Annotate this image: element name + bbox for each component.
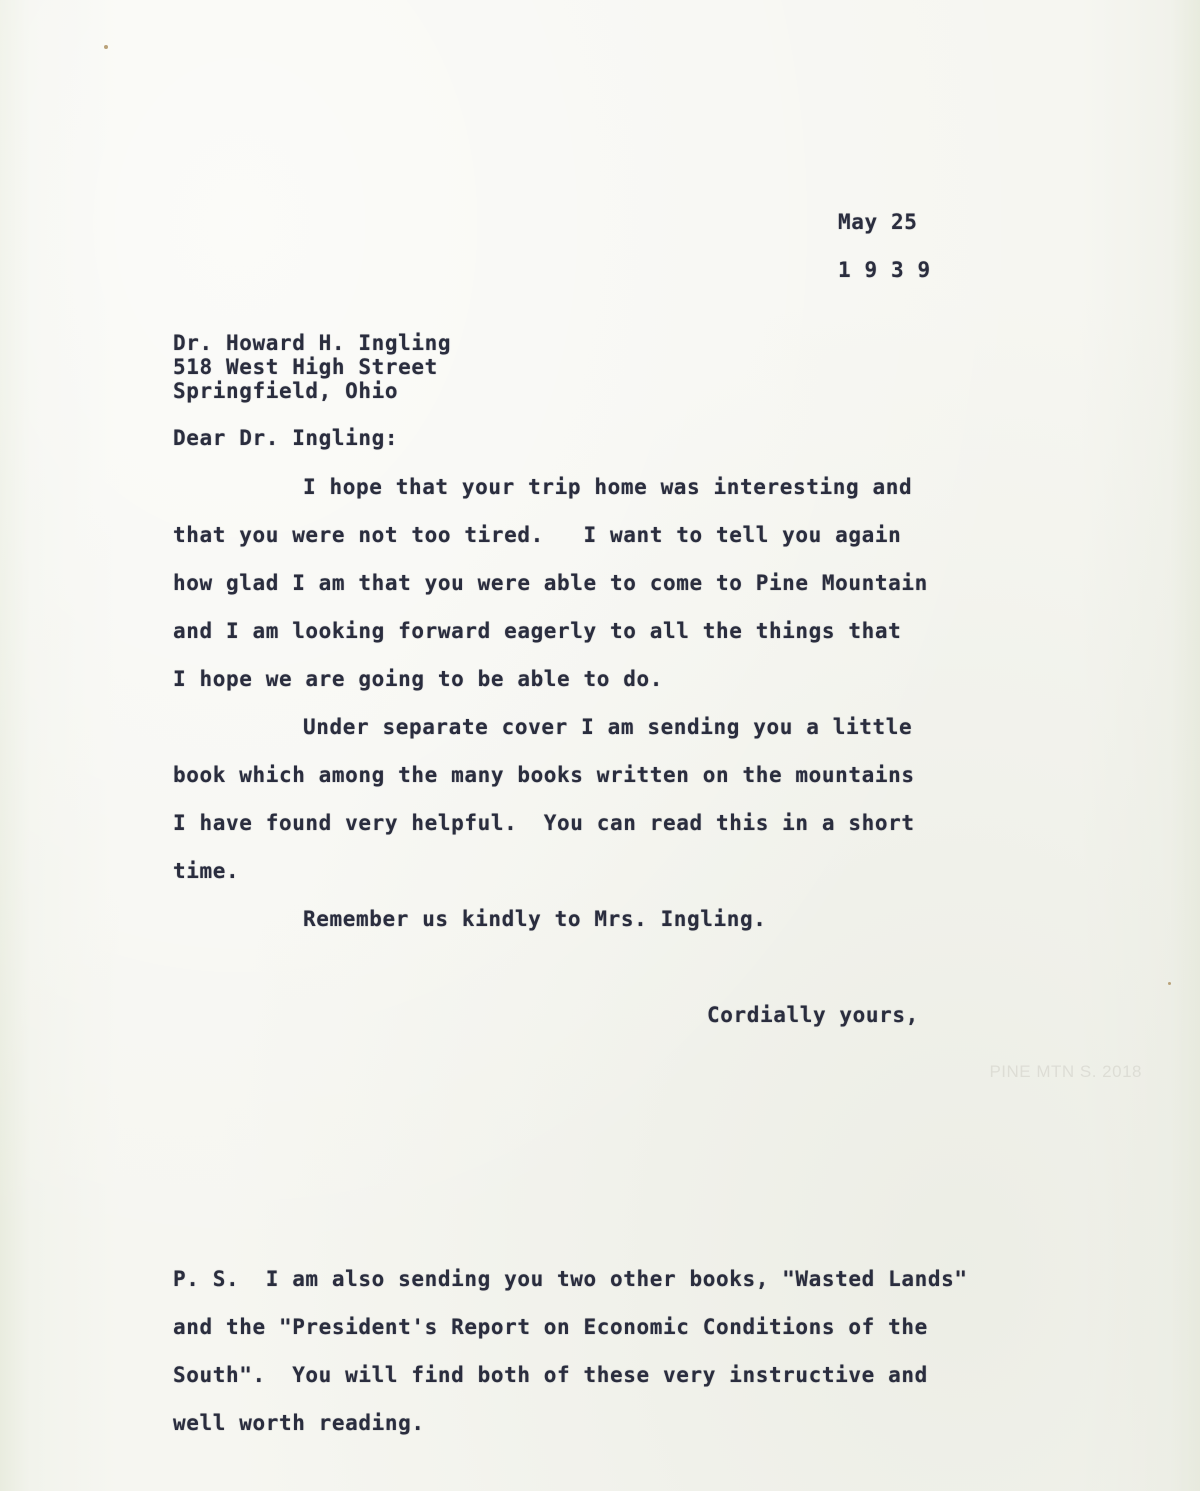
date-month-day: May 25 xyxy=(838,210,918,234)
body-line: I hope that your trip home was interesting and xyxy=(303,475,913,499)
body-line: I have found very helpful. You can read this in a short xyxy=(173,811,915,835)
recipient-city: Springfield, Ohio xyxy=(173,379,399,403)
body-line: Remember us kindly to Mrs. Ingling. xyxy=(303,907,767,931)
body-line: and I am looking forward eagerly to all the things that xyxy=(173,619,902,643)
paper-speck xyxy=(1168,982,1171,985)
recipient-street: 518 West High Street xyxy=(173,355,438,379)
body-line: book which among the many books written on the mountains xyxy=(173,763,915,787)
archive-watermark: PINE MTN S. 2018 xyxy=(989,1062,1142,1081)
postscript-line: P. S. I am also sending you two other books, "Wasted Lands" xyxy=(173,1267,968,1291)
paper-speck xyxy=(104,45,108,49)
closing: Cordially yours, xyxy=(707,1003,919,1027)
salutation: Dear Dr. Ingling: xyxy=(173,426,399,450)
postscript-line: and the "President's Report on Economic Conditions of the xyxy=(173,1315,928,1339)
body-line: time. xyxy=(173,859,240,883)
body-line: how glad I am that you were able to come to Pine Mountain xyxy=(173,571,928,595)
recipient-name: Dr. Howard H. Ingling xyxy=(173,331,452,355)
body-line: that you were not too tired. I want to tell you again xyxy=(173,523,902,547)
body-line: Under separate cover I am sending you a little xyxy=(303,715,913,739)
postscript-line: South". You will find both of these very instructive and xyxy=(173,1363,928,1387)
postscript-line: well worth reading. xyxy=(173,1411,425,1435)
date-year: 1 9 3 9 xyxy=(838,258,931,282)
body-line: I hope we are going to be able to do. xyxy=(173,667,663,691)
